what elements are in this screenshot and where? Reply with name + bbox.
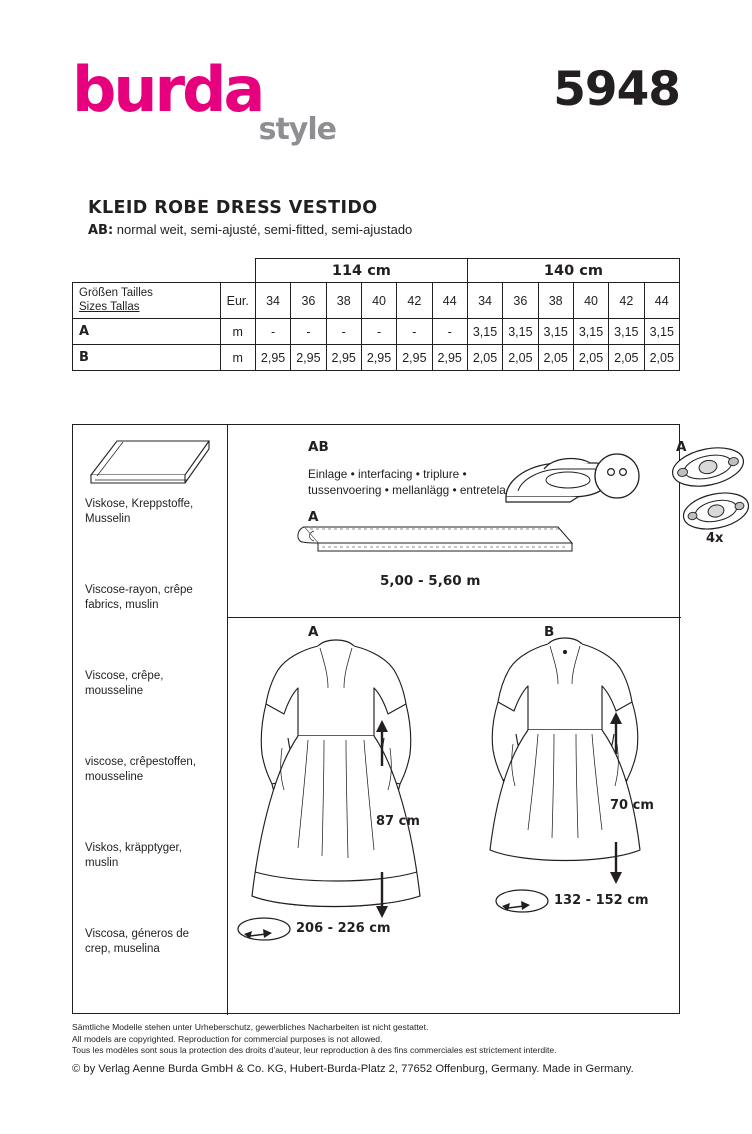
snaps-view-label: A [676, 439, 687, 455]
table-row-unit-a: m [220, 319, 255, 345]
fabric-item-es: Viscosa, géneros de crep, muselina [85, 928, 189, 955]
notions-group-label: AB [308, 439, 329, 455]
brand-subname: style [258, 112, 336, 147]
page-title: KLEID ROBE DRESS VESTIDO [88, 198, 378, 218]
table-corner-blank-2 [220, 259, 255, 283]
view-b-length: 70 cm [610, 798, 654, 813]
length-arrow-down-b [608, 840, 624, 884]
length-arrow-down-a [374, 870, 390, 918]
table-cell: 3,15 [573, 319, 608, 345]
table-cell: 2,05 [538, 345, 573, 371]
table-cell: 2,95 [291, 345, 326, 371]
table-cell: - [255, 319, 290, 345]
footer-line-en: All models are copyrighted. Reproduction for commercial purposes is not allowed. [72, 1033, 383, 1044]
table-cell: - [291, 319, 326, 345]
table-header-114: 114 cm [255, 259, 467, 283]
table-size-114-3: 40 [361, 283, 396, 319]
interfacing-view-label: A [308, 509, 319, 525]
table-cell: 2,05 [609, 345, 644, 371]
fit-views: AB: [88, 223, 114, 238]
brand-logo [72, 53, 352, 160]
table-size-label-line2: Sizes Tallas [79, 301, 140, 313]
fabric-item-nl: viscose, crêpestoffen, mousseline [85, 756, 197, 783]
footer-copyright: © by Verlag Aenne Burda GmbH & Co. KG, Hubert-Burda-Platz 2, 77652 Offenburg, Germany. Made in Germany. [72, 1062, 634, 1075]
fabric-item-sv: Viskos, kräpptyger, muslin [85, 842, 182, 869]
table-cell: 3,15 [538, 319, 573, 345]
table-row [73, 345, 680, 371]
dress-a-drawing [228, 618, 460, 958]
view-b-label: B [544, 624, 555, 640]
table-size-114-4: 42 [397, 283, 432, 319]
fit-description [88, 222, 412, 238]
hem-circumference-icon-a [236, 914, 292, 944]
length-arrow-up-a [374, 720, 390, 768]
garment-view-a [228, 618, 460, 1014]
button-icon [588, 447, 646, 505]
view-a-label: A [308, 624, 319, 640]
table-cell: 2,05 [573, 345, 608, 371]
table-size-114-1: 36 [291, 283, 326, 319]
table-row-label-b: B [73, 345, 221, 371]
fabric-item-en: Viscose-rayon, crêpe fabrics, muslin [85, 584, 193, 611]
interfacing-length-label: 5,00 - 5,60 m [380, 573, 481, 589]
fabric-item-de: Viskose, Kreppstoffe, Musselin [85, 498, 194, 525]
hem-circumference-icon-b [494, 886, 550, 916]
table-row-sizes [73, 283, 680, 319]
table-cell: 2,05 [644, 345, 679, 371]
fabric-item-fr: Viscose, crêpe, mousseline [85, 670, 164, 697]
footer-line-de: Sämtliche Modelle stehen unter Urheberschutz, gewerbliches Nacharbeiten ist nicht gestattet. [72, 1022, 429, 1032]
table-cell: 2,95 [255, 345, 290, 371]
table-header-140: 140 cm [467, 259, 679, 283]
table-cell: 3,15 [644, 319, 679, 345]
brand-name: burda [72, 53, 263, 126]
table-cell: 2,05 [503, 345, 538, 371]
table-size-140-2: 38 [538, 283, 573, 319]
garment-view-b [460, 618, 681, 1014]
dress-b-drawing [460, 618, 681, 918]
table-size-114-0: 34 [255, 283, 290, 319]
table-cell: 2,95 [361, 345, 396, 371]
table-cell: - [432, 319, 467, 345]
table-size-114-2: 38 [326, 283, 361, 319]
table-cell: 3,15 [467, 319, 502, 345]
table-size-140-3: 40 [573, 283, 608, 319]
table-cell: 3,15 [503, 319, 538, 345]
snap-fastener-icon [662, 443, 752, 533]
table-size-140-1: 36 [503, 283, 538, 319]
garment-views-panel [228, 618, 681, 1014]
info-panel [72, 424, 724, 1014]
table-cell: - [326, 319, 361, 345]
table-row-label-a: A [73, 319, 221, 345]
footer [72, 1022, 692, 1075]
table-size-114-5: 44 [432, 283, 467, 319]
notions-panel [228, 425, 724, 617]
table-cell: 2,05 [467, 345, 502, 371]
table-cell: 2,95 [397, 345, 432, 371]
interfacing-roll-icon [290, 521, 580, 569]
fabric-list-column [73, 425, 227, 1015]
table-size-140-0: 34 [467, 283, 502, 319]
table-corner-blank [73, 259, 221, 283]
view-a-length: 87 cm [376, 814, 420, 829]
length-arrow-up-b [608, 712, 624, 756]
table-cell: 2,95 [326, 345, 361, 371]
table-row-unit-b: m [220, 345, 255, 371]
fabric-swatch-icon [87, 435, 213, 491]
table-size-label-line1: Größen Tailles [79, 287, 153, 299]
table-eur-label: Eur. [220, 283, 255, 319]
table-size-label [73, 283, 221, 319]
table-row [73, 319, 680, 345]
table-cell: 3,15 [609, 319, 644, 345]
fabric-requirement-table [72, 258, 680, 371]
fit-text: normal weit, semi-ajusté, semi-fitted, semi-ajustado [113, 222, 413, 237]
table-size-140-5: 44 [644, 283, 679, 319]
table-cell: - [361, 319, 396, 345]
footer-line-fr: Tous les modèles sont sous la protection des droits d'auteur, leur reproduction à des fins commerciales est strictement interdite. [72, 1045, 557, 1055]
table-size-140-4: 42 [609, 283, 644, 319]
table-cell: 2,95 [432, 345, 467, 371]
interfacing-text: Einlage • interfacing • triplure • tussenvoering • mellanlägg • entretela [308, 467, 506, 497]
view-b-hem: 132 - 152 cm [554, 893, 649, 908]
title-block [88, 198, 412, 238]
snap-count-label: 4x [706, 531, 724, 546]
table-row-width-groups [73, 259, 680, 283]
view-a-hem: 206 - 226 cm [296, 921, 391, 936]
pattern-number: 5948 [553, 62, 680, 117]
table-cell: - [397, 319, 432, 345]
